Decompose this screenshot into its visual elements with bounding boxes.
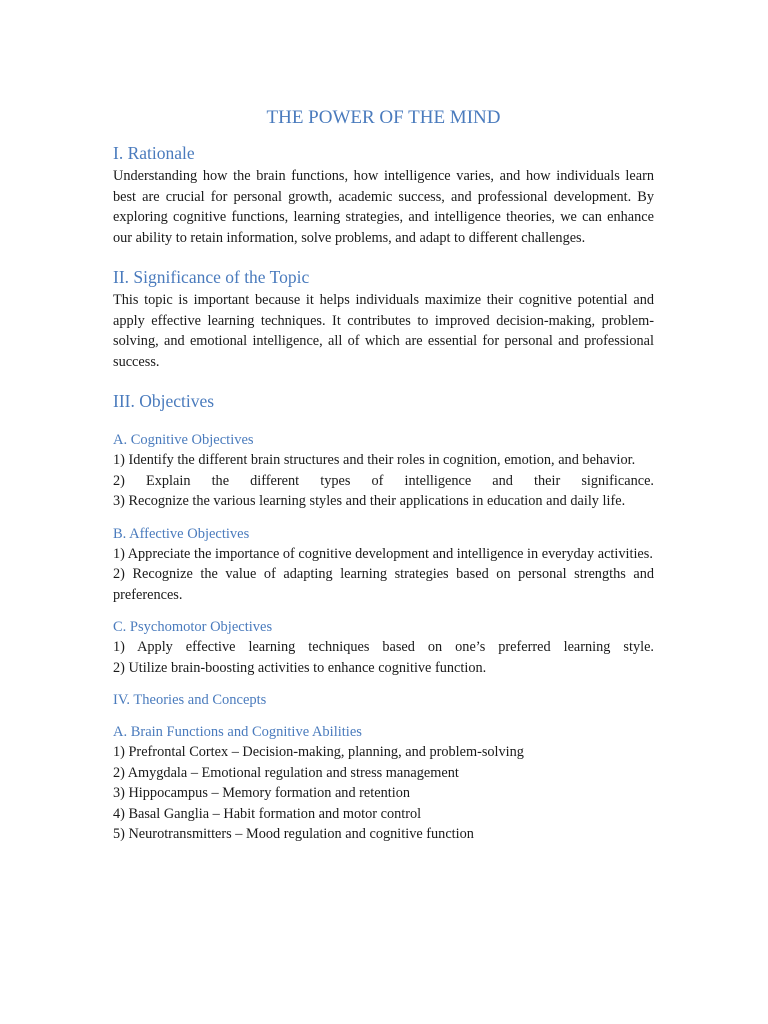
list-item: 1) Apply effective learning techniques based on one’s preferred learning style. [113,639,654,655]
document-page [113,106,654,845]
psychomotor-objectives-heading: C. Psychomotor Objectives [113,619,273,635]
objectives-section [113,390,654,678]
significance-text: This topic is important because it helps individuals maximize their cognitive potential and apply effective learning techniques. It contributes to improved decision-making, problem-solving, and emotional intelligence, all of which are essential for personal and professional success. [113,292,654,370]
list-item: 3) Recognize the various learning styles and their applications in education and daily life. [113,493,626,509]
rationale-heading: I. Rationale [113,143,195,163]
list-item: 2) Recognize the value of adapting learning strategies based on personal strengths and preferences. [113,566,654,603]
list-item: 4) Basal Ganglia – Habit formation and motor control [113,805,422,822]
list-item: 1) Prefrontal Cortex – Decision-making, planning, and problem-solving [113,744,524,760]
list-item: 5) Neurotransmitters – Mood regulation and cognitive function [113,826,474,842]
cognitive-objectives-heading: A. Cognitive Objectives [113,432,254,448]
document-title: THE POWER OF THE MIND [266,107,501,128]
list-item: 2) Utilize brain-boosting activities to enhance cognitive function. [113,659,487,676]
list-item: 2) Amygdala – Emotional regulation and stress management [113,764,459,781]
objectives-heading: III. Objectives [113,391,215,411]
list-item: 2) Explain the different types of intelligence and their significance. [113,472,654,489]
list-item: 1) Identify the different brain structures and their roles in cognition, emotion, and behavior. [113,452,636,468]
list-item: 1) Appreciate the importance of cognitive development and intelligence in everyday activities. [113,545,653,562]
theories-heading: IV. Theories and Concepts [113,692,267,708]
list-item: 3) Hippocampus – Memory formation and retention [113,785,410,801]
rationale-section [113,142,654,248]
theories-section [113,690,654,845]
affective-objectives-heading: B. Affective Objectives [113,525,250,542]
rationale-text: Understanding how the brain functions, how intelligence varies, and how individuals learn best are crucial for personal growth, academic success, and professional development. By exploring cognitive functions, learning strategies, and intelligence theories, we can enhance our ability to retain information, solve problems, and adapt to different challenges. [113,168,654,246]
significance-section [113,266,654,372]
brain-functions-heading: A. Brain Functions and Cognitive Abilities [113,724,362,740]
significance-heading: II. Significance of the Topic [113,267,310,287]
